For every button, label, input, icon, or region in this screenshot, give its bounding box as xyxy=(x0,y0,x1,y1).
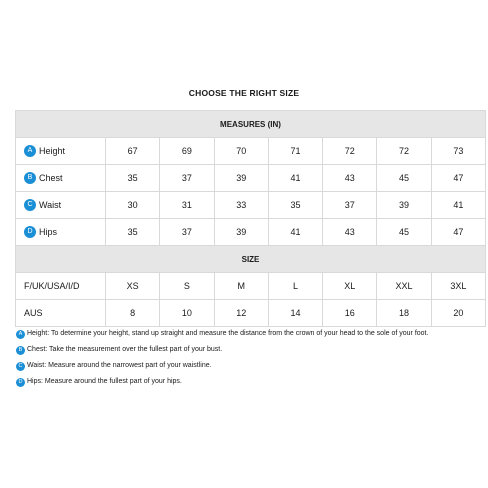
size-value: 8 xyxy=(106,300,160,327)
badge-b-icon: B xyxy=(24,172,36,184)
size-value: 10 xyxy=(160,300,214,327)
measure-row-waist xyxy=(16,192,486,219)
measure-value: 69 xyxy=(160,138,214,165)
measure-value: 33 xyxy=(214,192,268,219)
note-chest xyxy=(16,345,486,361)
size-value: 14 xyxy=(268,300,322,327)
measure-value: 35 xyxy=(268,192,322,219)
size-value: S xyxy=(160,273,214,300)
size-label: F/UK/USA/I/D xyxy=(16,273,106,300)
measure-value: 43 xyxy=(323,219,377,246)
badge-d-icon: D xyxy=(16,378,25,387)
badge-a-icon: A xyxy=(16,330,25,339)
badge-d-icon: D xyxy=(24,226,36,238)
size-row-eu xyxy=(16,273,486,300)
measure-row-height xyxy=(16,138,486,165)
measure-value: 72 xyxy=(323,138,377,165)
measure-label: Hips xyxy=(39,227,58,237)
measure-value: 70 xyxy=(214,138,268,165)
size-value: 20 xyxy=(431,300,485,327)
measure-label: Chest xyxy=(39,173,63,183)
measure-value: 41 xyxy=(268,165,322,192)
measure-value: 39 xyxy=(214,165,268,192)
note-text: Hips: Measure around the fullest part of your hips. xyxy=(27,378,182,385)
size-value: XS xyxy=(106,273,160,300)
size-value: XL xyxy=(323,273,377,300)
measure-value: 45 xyxy=(377,219,431,246)
measure-value: 37 xyxy=(323,192,377,219)
measures-header: MEASURES (IN) xyxy=(16,111,486,138)
measure-value: 41 xyxy=(431,192,485,219)
measure-value: 73 xyxy=(431,138,485,165)
measure-label-cell xyxy=(16,219,106,246)
measure-value: 43 xyxy=(323,165,377,192)
size-value: 12 xyxy=(214,300,268,327)
note-text: Height: To determine your height, stand up straight and measure the distance from the crown of your head to the sole of your foot. xyxy=(27,330,429,337)
measurement-notes xyxy=(16,329,486,393)
badge-b-icon: B xyxy=(16,346,25,355)
measure-label: Waist xyxy=(39,200,62,210)
measure-value: 72 xyxy=(377,138,431,165)
measure-value: 71 xyxy=(268,138,322,165)
page-title: CHOOSE THE RIGHT SIZE xyxy=(188,88,300,98)
note-hips xyxy=(16,377,486,393)
size-header-row xyxy=(16,246,486,273)
size-header: SIZE xyxy=(16,246,486,273)
size-row-aus xyxy=(16,300,486,327)
measure-label-cell xyxy=(16,138,106,165)
measure-value: 39 xyxy=(214,219,268,246)
size-value: XXL xyxy=(377,273,431,300)
measure-value: 30 xyxy=(106,192,160,219)
size-label: AUS xyxy=(16,300,106,327)
measure-label-cell xyxy=(16,192,106,219)
size-value: M xyxy=(214,273,268,300)
measure-row-chest xyxy=(16,165,486,192)
measure-label: Height xyxy=(39,146,66,156)
measure-value: 41 xyxy=(268,219,322,246)
measure-value: 47 xyxy=(431,219,485,246)
size-chart-table xyxy=(15,110,486,327)
measure-value: 47 xyxy=(431,165,485,192)
size-value: 16 xyxy=(323,300,377,327)
note-height xyxy=(16,329,486,345)
note-text: Chest: Take the measurement over the fullest part of your bust. xyxy=(27,346,223,353)
measure-value: 39 xyxy=(377,192,431,219)
badge-c-icon: C xyxy=(24,199,36,211)
size-value: L xyxy=(268,273,322,300)
measure-label-cell xyxy=(16,165,106,192)
note-text: Waist: Measure around the narrowest part of your waistline. xyxy=(27,362,212,369)
note-waist xyxy=(16,361,486,377)
measure-value: 37 xyxy=(160,165,214,192)
size-value: 3XL xyxy=(431,273,485,300)
measure-value: 35 xyxy=(106,165,160,192)
measures-header-row xyxy=(16,111,486,138)
measure-value: 35 xyxy=(106,219,160,246)
badge-c-icon: C xyxy=(16,362,25,371)
measure-value: 31 xyxy=(160,192,214,219)
measure-value: 45 xyxy=(377,165,431,192)
size-value: 18 xyxy=(377,300,431,327)
measure-value: 67 xyxy=(106,138,160,165)
measure-value: 37 xyxy=(160,219,214,246)
badge-a-icon: A xyxy=(24,145,36,157)
measure-row-hips xyxy=(16,219,486,246)
